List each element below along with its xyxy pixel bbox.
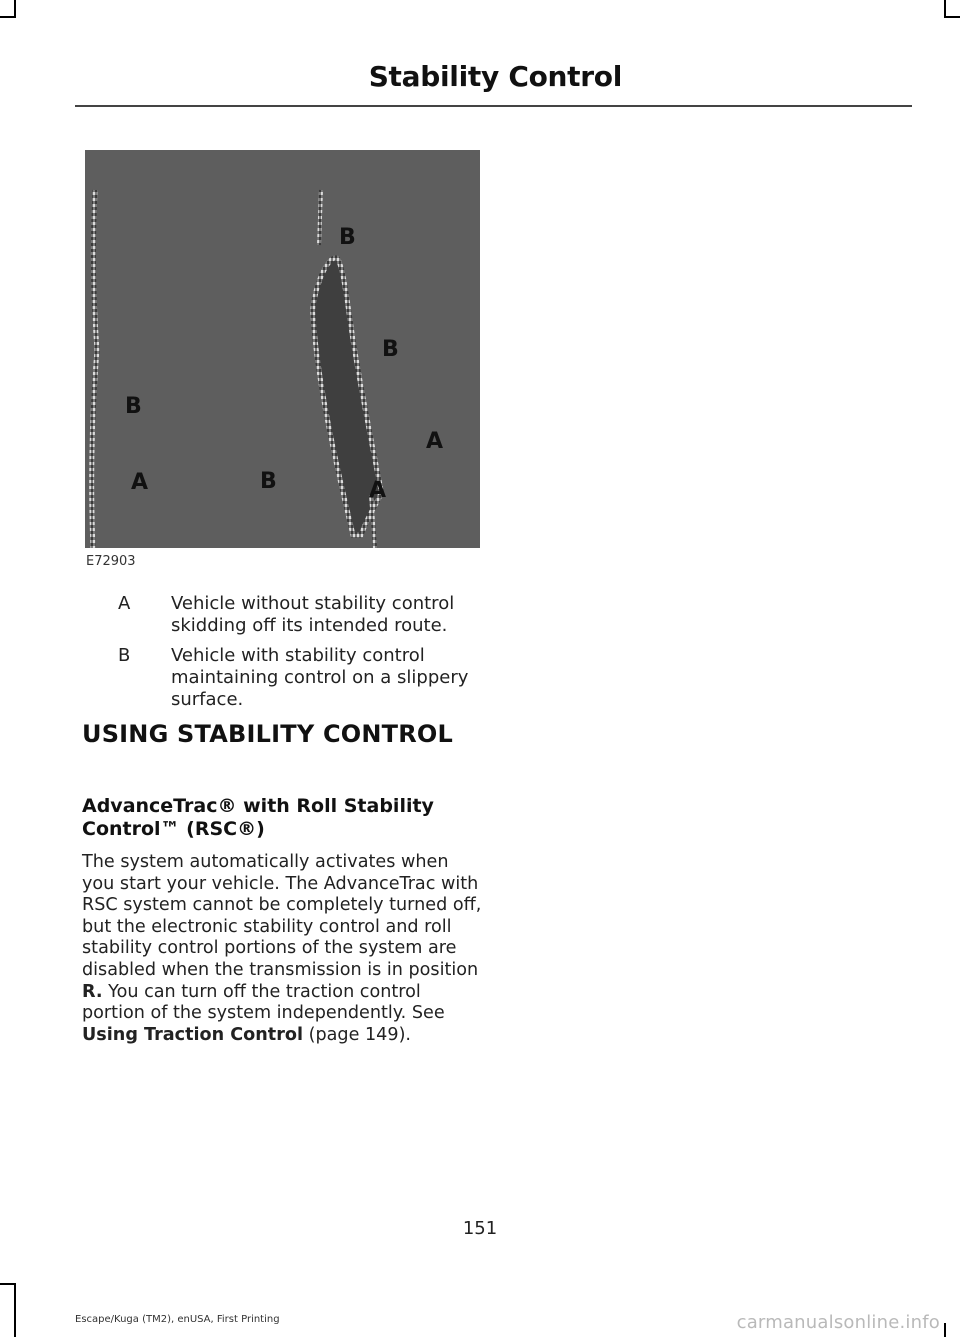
gear-position-r: R. bbox=[82, 981, 103, 1002]
page-number: 151 bbox=[462, 1218, 498, 1239]
watermark: carmanualsonline.info bbox=[736, 1312, 940, 1333]
header-divider bbox=[75, 105, 912, 107]
figure-label-b: B bbox=[382, 337, 399, 362]
stability-control-illustration bbox=[85, 150, 480, 548]
crop-mark-bottom-left bbox=[0, 1283, 16, 1285]
crop-mark-top-left bbox=[0, 16, 16, 18]
legend-key: B bbox=[118, 645, 131, 666]
page-header-title: Stability Control bbox=[368, 60, 622, 93]
paragraph-text: You can turn off the traction control portion of the system independently. See bbox=[82, 981, 445, 1024]
section-heading: USING STABILITY CONTROL bbox=[82, 720, 454, 748]
legend-item-a bbox=[118, 593, 478, 637]
figure-label-b: B bbox=[339, 225, 356, 250]
legend-key: A bbox=[118, 593, 131, 614]
paragraph-text: (page 149). bbox=[303, 1024, 412, 1045]
crop-mark-bottom-right bbox=[944, 1323, 946, 1337]
cross-reference-link[interactable]: Using Traction Control bbox=[82, 1024, 303, 1045]
legend-description: Vehicle with stability control maintaining control on a slippery surface. bbox=[171, 645, 469, 710]
figure-code: E72903 bbox=[86, 554, 136, 569]
footer-text: Escape/Kuga (TM2), enUSA, First Printing bbox=[75, 1314, 280, 1325]
figure-label-a: A bbox=[369, 478, 387, 503]
sub-heading: AdvanceTrac® with Roll Stability Control™ (RSC®) bbox=[82, 795, 434, 840]
figure-label-b: B bbox=[260, 469, 277, 494]
body-paragraph bbox=[82, 852, 482, 1046]
figure-label-b: B bbox=[125, 394, 142, 419]
road-edge-left bbox=[92, 190, 97, 548]
road-edge-marker bbox=[319, 190, 321, 245]
crop-mark-bottom-left bbox=[14, 1283, 16, 1337]
figure-label-a: A bbox=[131, 470, 149, 495]
legend-description: Vehicle without stability control skidding off its intended route. bbox=[171, 593, 455, 636]
crop-mark-top-right bbox=[944, 16, 960, 18]
figure-label-a: A bbox=[426, 429, 444, 454]
legend-item-b bbox=[118, 645, 478, 711]
paragraph-text: The system automatically activates when you start your vehicle. The AdvanceTrac with RSC system cannot be completely turned off, but the electronic stability control and roll stability control portions of the system are disabled when the transmission is in position bbox=[82, 852, 482, 980]
